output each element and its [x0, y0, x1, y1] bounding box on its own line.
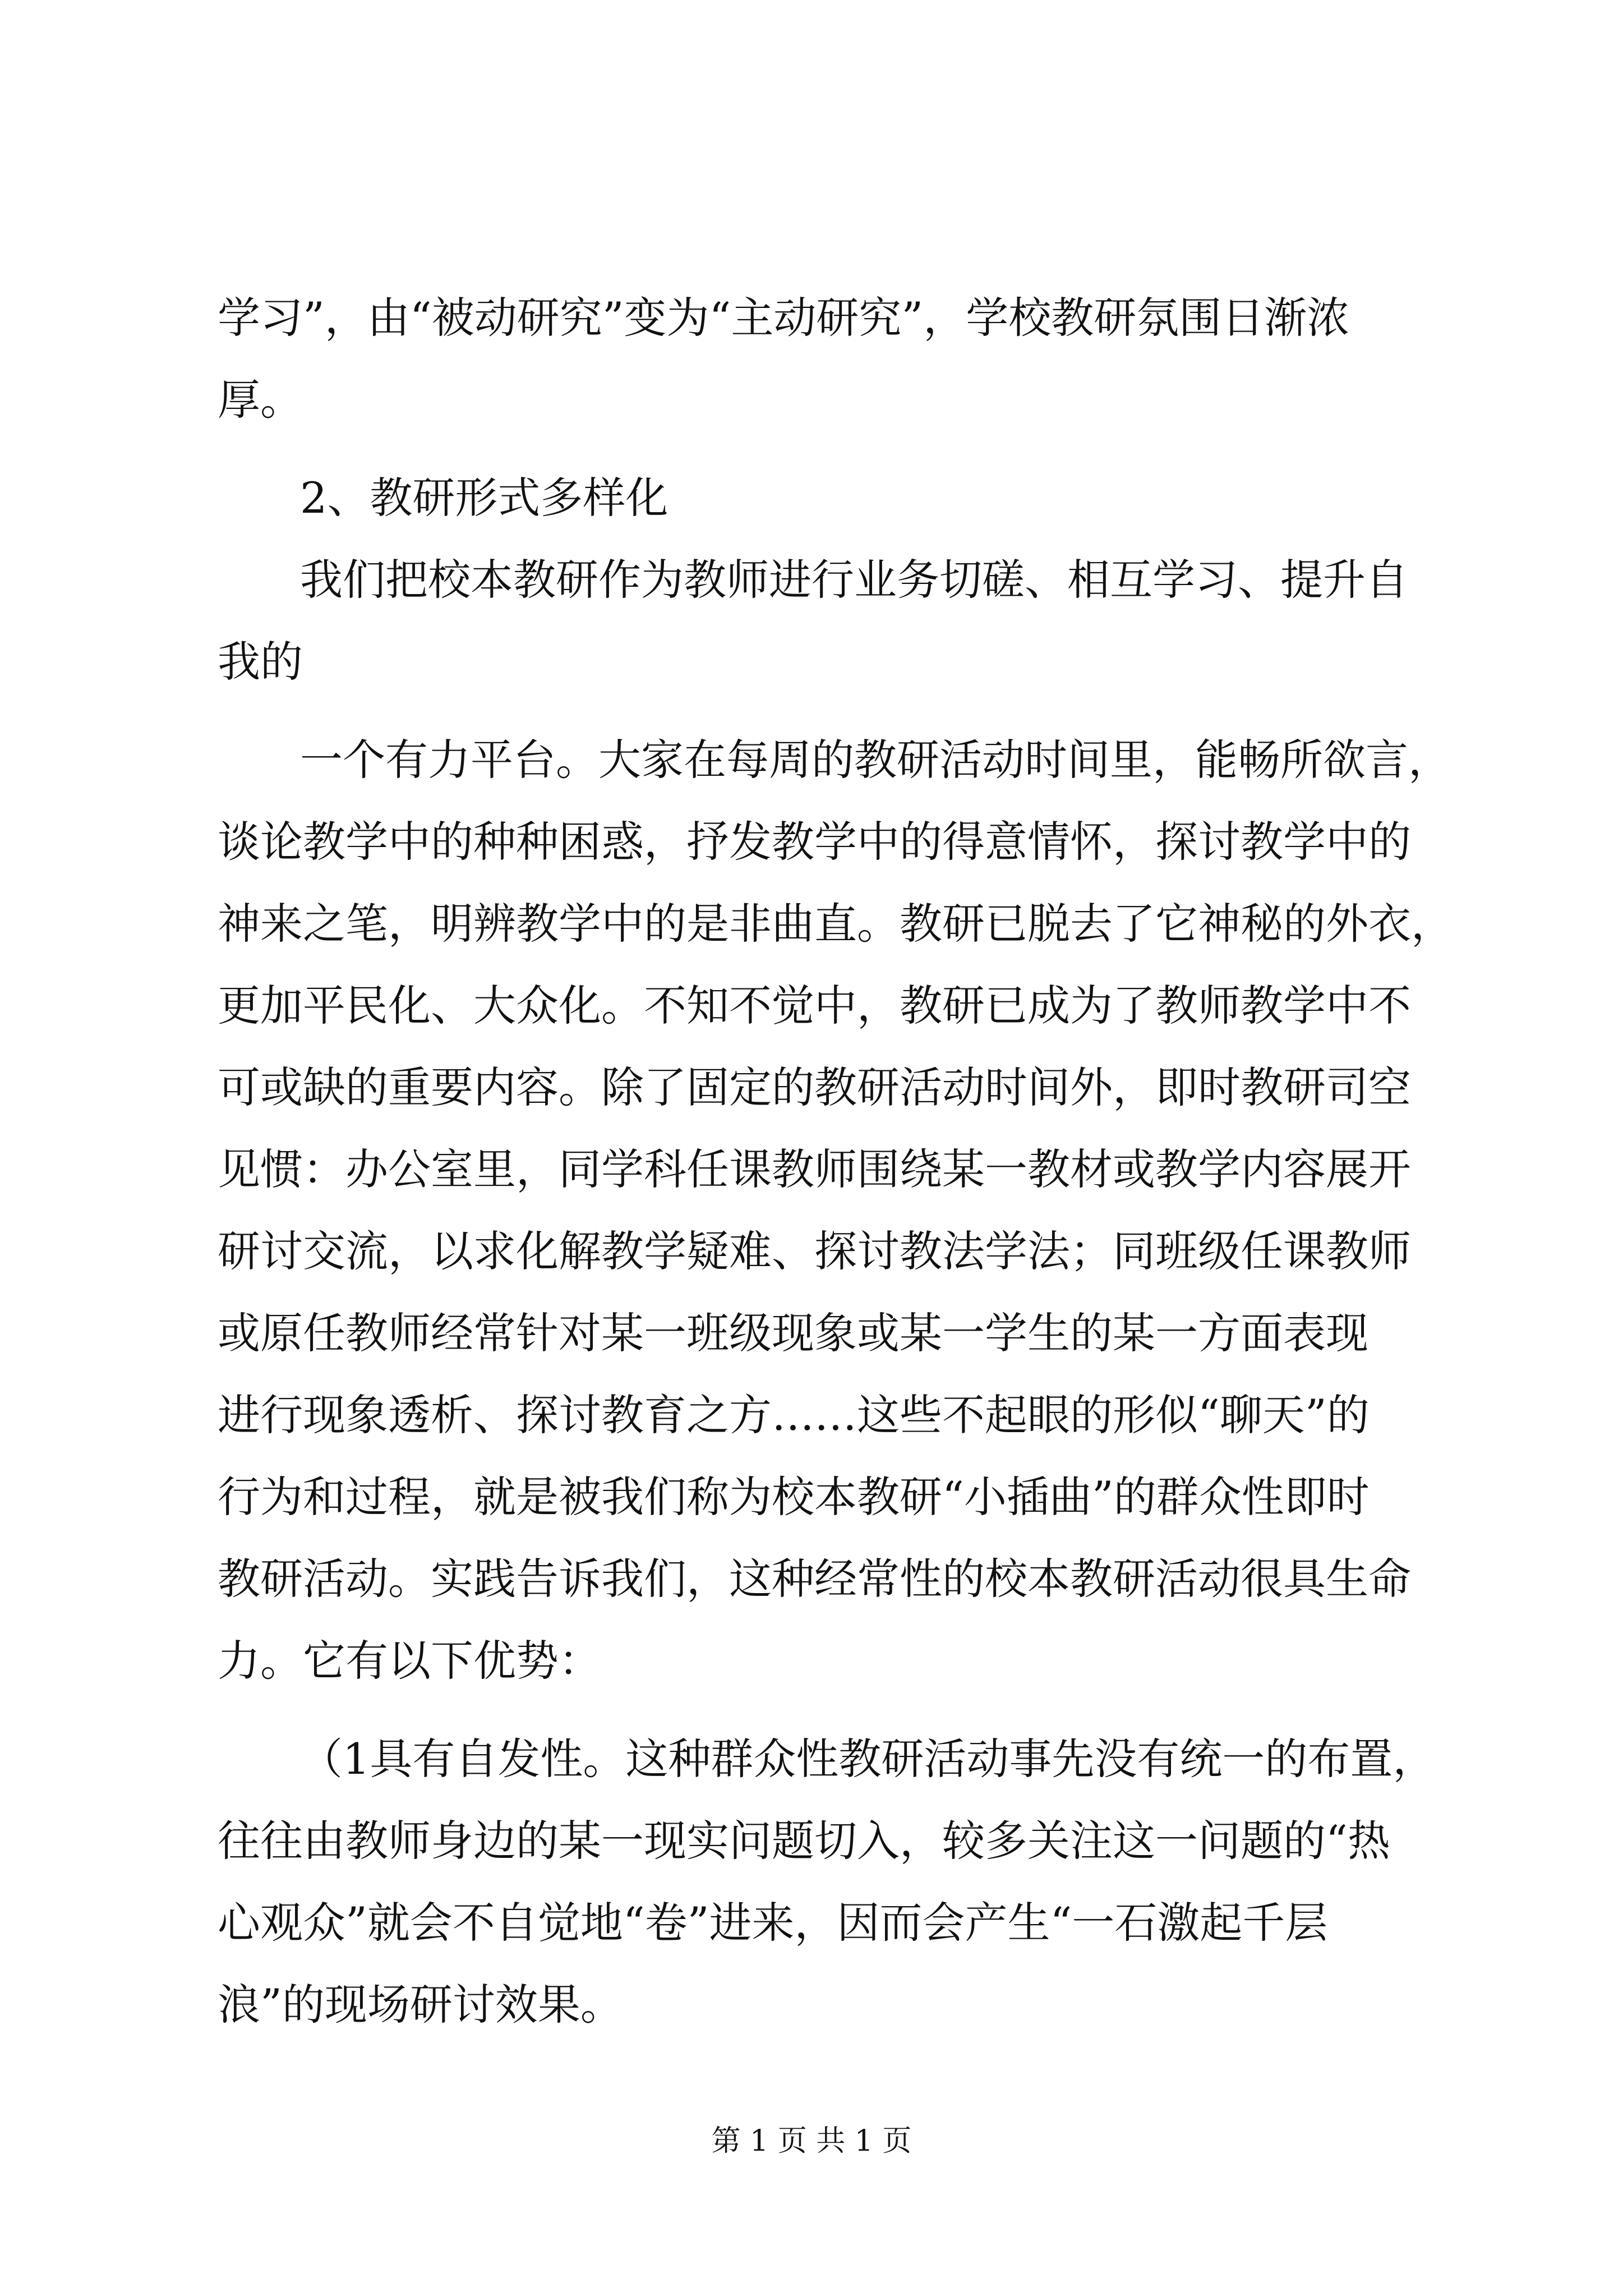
- body-text-line: 我们把校本教研作为教师进行业务切磋、相互学习、提升自: [300, 555, 1408, 605]
- body-text-line: 神来之笔，明辨教学中的是非曲直。教研已脱去了它神秘的外衣，: [218, 899, 1454, 949]
- body-text-line: 浪”的现场研讨效果。: [218, 1980, 623, 2030]
- body-text-line: 见惯：办公室里，同学科任课教师围绕某一教材或教学内容展开: [218, 1144, 1411, 1194]
- body-text-line: 教研活动。实践告诉我们，这种经常性的校本教研活动很具生命: [218, 1554, 1411, 1604]
- body-text-line: （1具有自发性。这种群众性教研活动事先没有统一的布置，: [300, 1734, 1436, 1784]
- body-text-line: 谈论教学中的种种困惑，抒发教学中的得意情怀，探讨教学中的: [218, 817, 1411, 867]
- page-footer: 第 1 页 共 1 页: [711, 2124, 912, 2158]
- body-text-line: 行为和过程，就是被我们称为校本教研“小插曲”的群众性即时: [218, 1472, 1370, 1522]
- section-heading: 2、教研形式多样化: [300, 473, 668, 523]
- body-text-line: 更加平民化、大众化。不知不觉中，教研已成为了教师教学中不: [218, 981, 1411, 1030]
- body-text-line: 学习”，由“被动研究”变为“主动研究”，学校教研氛围日渐浓: [218, 293, 1350, 343]
- body-text-line: 我的: [218, 637, 303, 687]
- body-text-line: 进行现象透析、探讨教育之方……这些不起眼的形似“聊天”的: [218, 1390, 1370, 1440]
- body-text-line: 心观众”就会不自觉地“卷”进来，因而会产生“一石激起千层: [218, 1898, 1328, 1948]
- body-text-line: 研讨交流，以求化解教学疑难、探讨教法学法；同班级任课教师: [218, 1226, 1411, 1276]
- body-text-line: 力。它有以下优势：: [218, 1636, 601, 1686]
- body-text-line: 或原任教师经常针对某一班级现象或某一学生的某一方面表现: [218, 1308, 1368, 1358]
- body-text-line: 可或缺的重要内容。除了固定的教研活动时间外，即时教研司空: [218, 1062, 1411, 1112]
- body-text-line: 往往由教师身边的某一现实问题切入，较多关注这一问题的“热: [218, 1816, 1390, 1866]
- body-text-line: 厚。: [218, 375, 303, 425]
- body-text-line: 一个有力平台。大家在每周的教研活动时间里，能畅所欲言，: [300, 735, 1451, 785]
